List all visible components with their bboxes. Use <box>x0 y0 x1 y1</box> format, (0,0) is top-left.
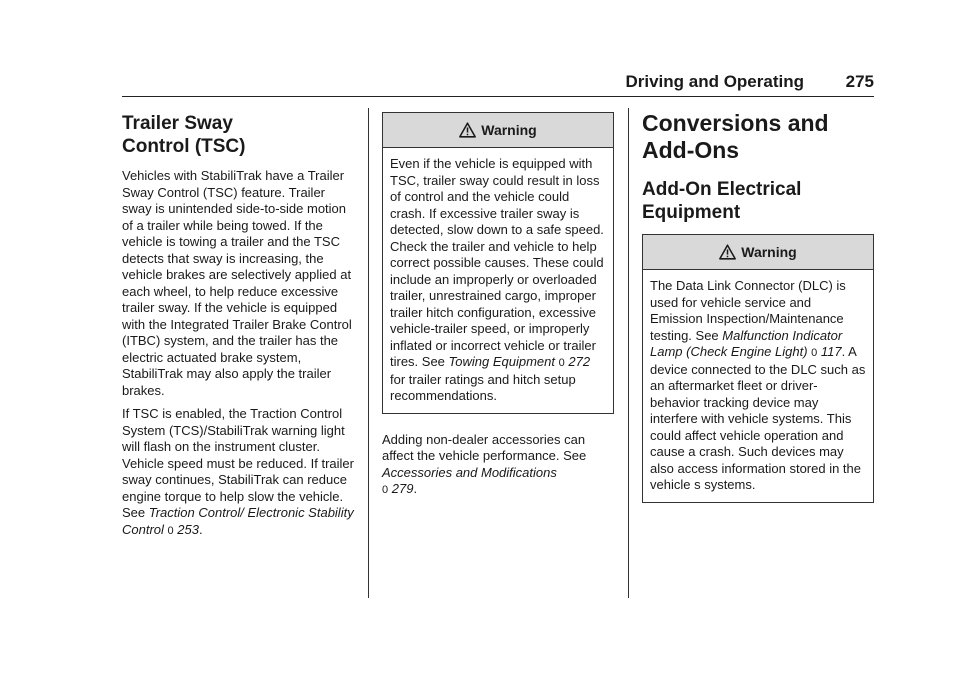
page-ref-arrow-icon: 0 <box>811 347 818 359</box>
warning-header <box>643 235 873 270</box>
column-3 <box>642 106 874 521</box>
page-reference[interactable]: 253 <box>177 521 199 537</box>
warning-triangle-icon <box>719 244 736 260</box>
page-ref-arrow-icon: 0 <box>167 524 174 537</box>
paragraph: If TSC is enabled, the Traction Control System (TCS)/StabiliTrak warning light will flash on the instrument cluster. Vehicle speed must be reduced. If trailer sway continues, StabiliTrak can reduce engine torque to help slow the vehicle. See Traction Control/ Electronic Stability Control 0 253. <box>122 406 354 537</box>
warning-label: Warning <box>741 244 797 260</box>
cross-reference-link[interactable]: Towing Equipment <box>448 354 556 369</box>
page-reference[interactable]: 272 <box>568 354 591 369</box>
page-reference[interactable]: 117 <box>820 344 842 359</box>
warning-box <box>382 112 614 414</box>
section-heading-add-on: Add-On Electrical Equipment <box>642 179 802 223</box>
warning-triangle-icon <box>459 122 476 138</box>
paragraph: Adding non-dealer accessories can affect the vehicle performance. See Accessories and Modifications 0 279. <box>382 431 587 496</box>
warning-box <box>642 234 874 503</box>
page-number: 275 <box>845 72 874 91</box>
column-2 <box>382 106 614 506</box>
warning-header <box>383 113 613 148</box>
page-ref-arrow-icon: 0 <box>558 357 565 369</box>
column-1 <box>122 106 354 546</box>
page-ref-arrow-icon: 0 <box>382 484 389 496</box>
section-heading-trailer-sway: Trailer Sway Control (TSC) <box>122 113 246 157</box>
section-title: Driving and Operating <box>625 72 804 91</box>
column-divider <box>368 108 369 598</box>
warning-label: Warning <box>481 122 537 138</box>
cross-reference-link[interactable]: Traction Control/ Electronic Stability Control <box>122 505 354 537</box>
cross-reference-link[interactable]: Malfunction Indicator Lamp (Check Engine Light) <box>650 327 843 359</box>
column-divider <box>628 108 629 598</box>
cross-reference-link[interactable]: Accessories and Modifications <box>382 464 557 480</box>
page-header <box>122 72 874 97</box>
paragraph: Vehicles with StabiliTrak have a Trailer Sway Control (TSC) feature. Trailer sway is unintended side-to-side motion of a trailer while being towed. If the vehicle is towing a trailer and the TSC detects that sway is increasing, the vehicle brakes are selectively applied at each wheel, to help reduce excessive trailer sway. If the vehicle is equipped with the Integrated Trailer Brake Control (ITBC) system, and the trailer has the electric actuated brake system, StabiliTrak may also apply the trailer brakes. <box>122 168 352 398</box>
warning-body: The Data Link Connector (DLC) is used for vehicle service and Emission Inspection/Maintenance testing. See Malfunction Indicator Lamp (Check Engine Light) 0 117. A device connected to the DLC such as an aftermarket fleet or driver-behavior tracking device may interfere with vehicle systems. This could affect vehicle operation and cause a crash. Such devices may also access information stored in the vehicle s systems. <box>650 278 866 492</box>
chapter-heading: Conversions and Add-Ons <box>642 110 829 163</box>
page-reference[interactable]: 279 <box>391 481 414 496</box>
warning-body: Even if the vehicle is equipped with TSC, trailer sway could result in loss of control and the vehicle could crash. If excessive trailer sway is detected, slow down to a safe speed. Check the trailer and vehicle to help correct possible causes. These could include an improperly or overloaded trailer, unrestrained cargo, improper trailer hitch configuration, excessive vehicle-trailer speed, or improperly inflated or incorrect vehicle or trailer tires. See Towing Equipment 0 272 for trailer ratings and hitch setup recommendations. <box>390 156 604 403</box>
